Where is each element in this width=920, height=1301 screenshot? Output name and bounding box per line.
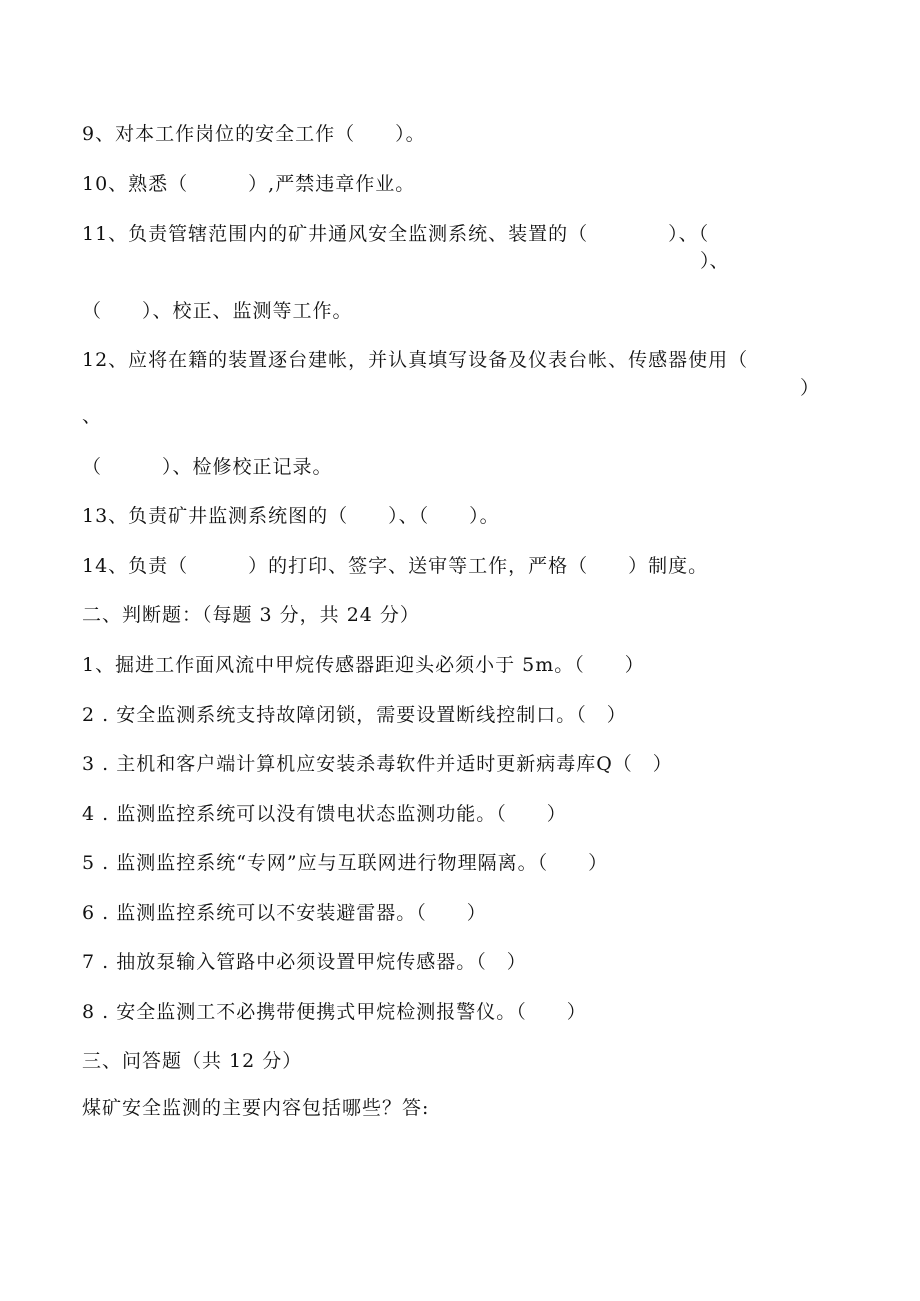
judgment-item: 1、掘进工作面风流中甲烷传感器距迎头必须小于 5m。（ ） (82, 654, 645, 676)
question-11-line-1: 11、负责管辖范围内的矿井通风安全监测系统、装置的（ ）、（ (82, 223, 710, 245)
qa-question: 煤矿安全监测的主要内容包括哪些？答: (82, 1097, 430, 1119)
question-11-line-2: ）、 (700, 250, 729, 272)
judgment-item: 8 . 安全监测工不必携带便携式甲烷检测报警仪。（ ） (82, 1001, 587, 1023)
question-10: 10、熟悉（ ）,严禁违章作业。 (82, 173, 416, 195)
question-12-line-1: 12、应将在籍的装置逐台建帐，并认真填写设备及仪表台帐、传感器使用（ (82, 349, 749, 371)
question-11-line-3: （ ）、校正、监测等工作。 (82, 300, 353, 322)
section-3-heading: 三、问答题（共 12 分） (82, 1050, 303, 1072)
judgment-item: 2 . 安全监测系统支持故障闭锁，需要设置断线控制口。（ ） (82, 704, 627, 726)
section-2-heading: 二、判断题：（每题 3 分，共 24 分） (82, 604, 420, 626)
question-9: 9、对本工作岗位的安全工作（ ）。 (82, 123, 426, 145)
judgment-item: 6 . 监测监控系统可以不安装避雷器。（ ） (82, 902, 487, 924)
judgment-item: 7 . 抽放泵输入管路中必须设置甲烷传感器。（ ） (82, 951, 527, 973)
question-12-line-3: 、 (82, 405, 102, 427)
question-13: 13、负责矿井监测系统图的（ ）、（ ）。 (82, 505, 500, 527)
judgment-item: 5 . 监测监控系统“专网”应与互联网进行物理隔离。（ ） (82, 852, 609, 874)
question-14: 14、负责（ ）的打印、签字、送审等工作，严格（ ）制度。 (82, 555, 709, 577)
judgment-item: 4 . 监测监控系统可以没有馈电状态监测功能。（ ） (82, 803, 567, 825)
judgment-item: 3 . 主机和客户端计算机应安装杀毒软件并适时更新病毒库Q（ ） (82, 753, 673, 775)
question-12-line-2: ） (800, 377, 820, 399)
question-12-line-4: （ ）、检修校正记录。 (82, 456, 333, 478)
